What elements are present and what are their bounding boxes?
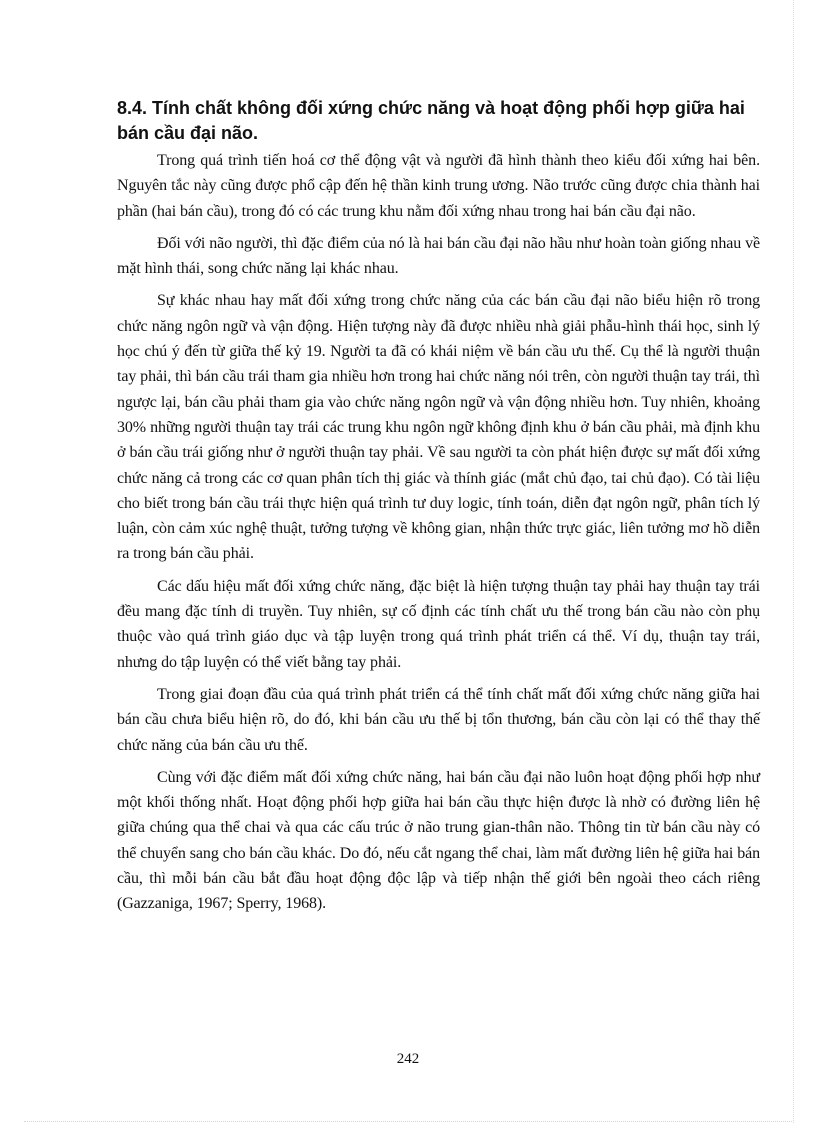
paragraph-human-brain: Đối với não người, thì đặc điểm của nó là hai bán cầu đại não hầu như hoàn toàn giống nhau về mặt hình thái, song chức năng lại khác nhau. xyxy=(117,234,760,278)
section-heading: 8.4. Tính chất không đối xứng chức năng và hoạt động phối hợp giữa hai bán cầu đại não. xyxy=(117,98,745,143)
paragraph-symmetry-evolution: Trong quá trình tiến hoá cơ thể động vật và người đã hình thành theo kiểu đối xứng hai bên. Nguyên tắc này cũng được phổ cập đến hệ thần kinh trung ương. Não trước cũng được chia thành hai phần (hai bán cầu), trong đó có các trung khu nằm đối xứng nhau trong hai bán cầu đại não. xyxy=(117,152,760,220)
body-text xyxy=(117,148,760,924)
paragraph-functional-asymmetry: Sự khác nhau hay mất đối xứng trong chức năng của các bán cầu đại não biểu hiện rõ trong chức năng ngôn ngữ và vận động. Hiện tượng này đã được nhiều nhà giải phẫu-hình thái học, sinh lý học chú ý đến từ giữa thế kỷ 19. Người ta đã có khái niệm về bán cầu ưu thế. Cụ thể là người thuận tay phải, thì bán cầu trái tham gia nhiều hơn trong hai chức năng nói trên, còn người thuận tay trái, thì ngược lại, bán cầu phải tham gia vào chức năng ngôn ngữ và vận động nhiều hơn. Tuy nhiên, khoảng 30% những người thuận tay trái các trung khu ngôn ngữ không định khu ở bán cầu phải, mà định khu ở bán cầu trái giống như ở người thuận tay phải. Về sau người ta còn phát hiện được sự mất đối xứng chức năng cả trong các cơ quan phân tích thị giác và thính giác (mắt chủ đạo, tai chủ đạo). Có tài liệu cho biết trong bán cầu trái thực hiện quá trình tư duy logic, tính toán, diễn đạt ngôn ngữ, phân tích lý luận, còn cảm xúc nghệ thuật, tưởng tượng về không gian, nhận thức trực giác, liên tưởng mơ hồ diễn ra trong bán cầu phải. xyxy=(117,292,760,563)
paragraph-early-development: Trong giai đoạn đầu của quá trình phát triển cá thể tính chất mất đối xứng chức năng giữa hai bán cầu chưa biểu hiện rõ, do đó, khi bán cầu ưu thế bị tổn thương, bán cầu còn lại có thể thay thế chức năng của bán cầu ưu thế. xyxy=(117,685,760,754)
page-number: 242 xyxy=(396,1051,420,1067)
bottom-margin-rule xyxy=(24,1121,792,1122)
paragraph-coordination: Cùng với đặc điểm mất đối xứng chức năng, hai bán cầu đại não luôn hoạt động phối hợp như một khối thống nhất. Hoạt động phối hợp giữa hai bán cầu thực hiện được là nhờ có đường liên hệ giữa chúng qua thể chai và qua các cấu trúc ở não trung gian-thân não. Thông tin từ bán cầu này có thể chuyển sang cho bán cầu khác. Do đó, nếu cắt ngang thể chai, làm mất đường liên hệ giữa hai bán cầu, thì mỗi bán cầu bắt đầu hoạt động độc lập và tiếp nhận thế giới bên ngoài theo cách riêng (Gazzaniga, 1967; Sperry, 1968). xyxy=(117,768,760,913)
right-margin-rule xyxy=(793,0,794,1123)
paragraph-heredity: Các dấu hiệu mất đối xứng chức năng, đặc biệt là hiện tượng thuận tay phải hay thuận tay trái đều mang đặc tính di truyền. Tuy nhiên, sự cố định các tính chất ưu thế trong bán cầu nào còn phụ thuộc vào quá trình giáo dục và tập luyện trong quá trình phát triển cá thể. Ví dụ, thuận tay trái, nhưng do tập luyện có thể viết bằng tay phải. xyxy=(117,577,760,671)
